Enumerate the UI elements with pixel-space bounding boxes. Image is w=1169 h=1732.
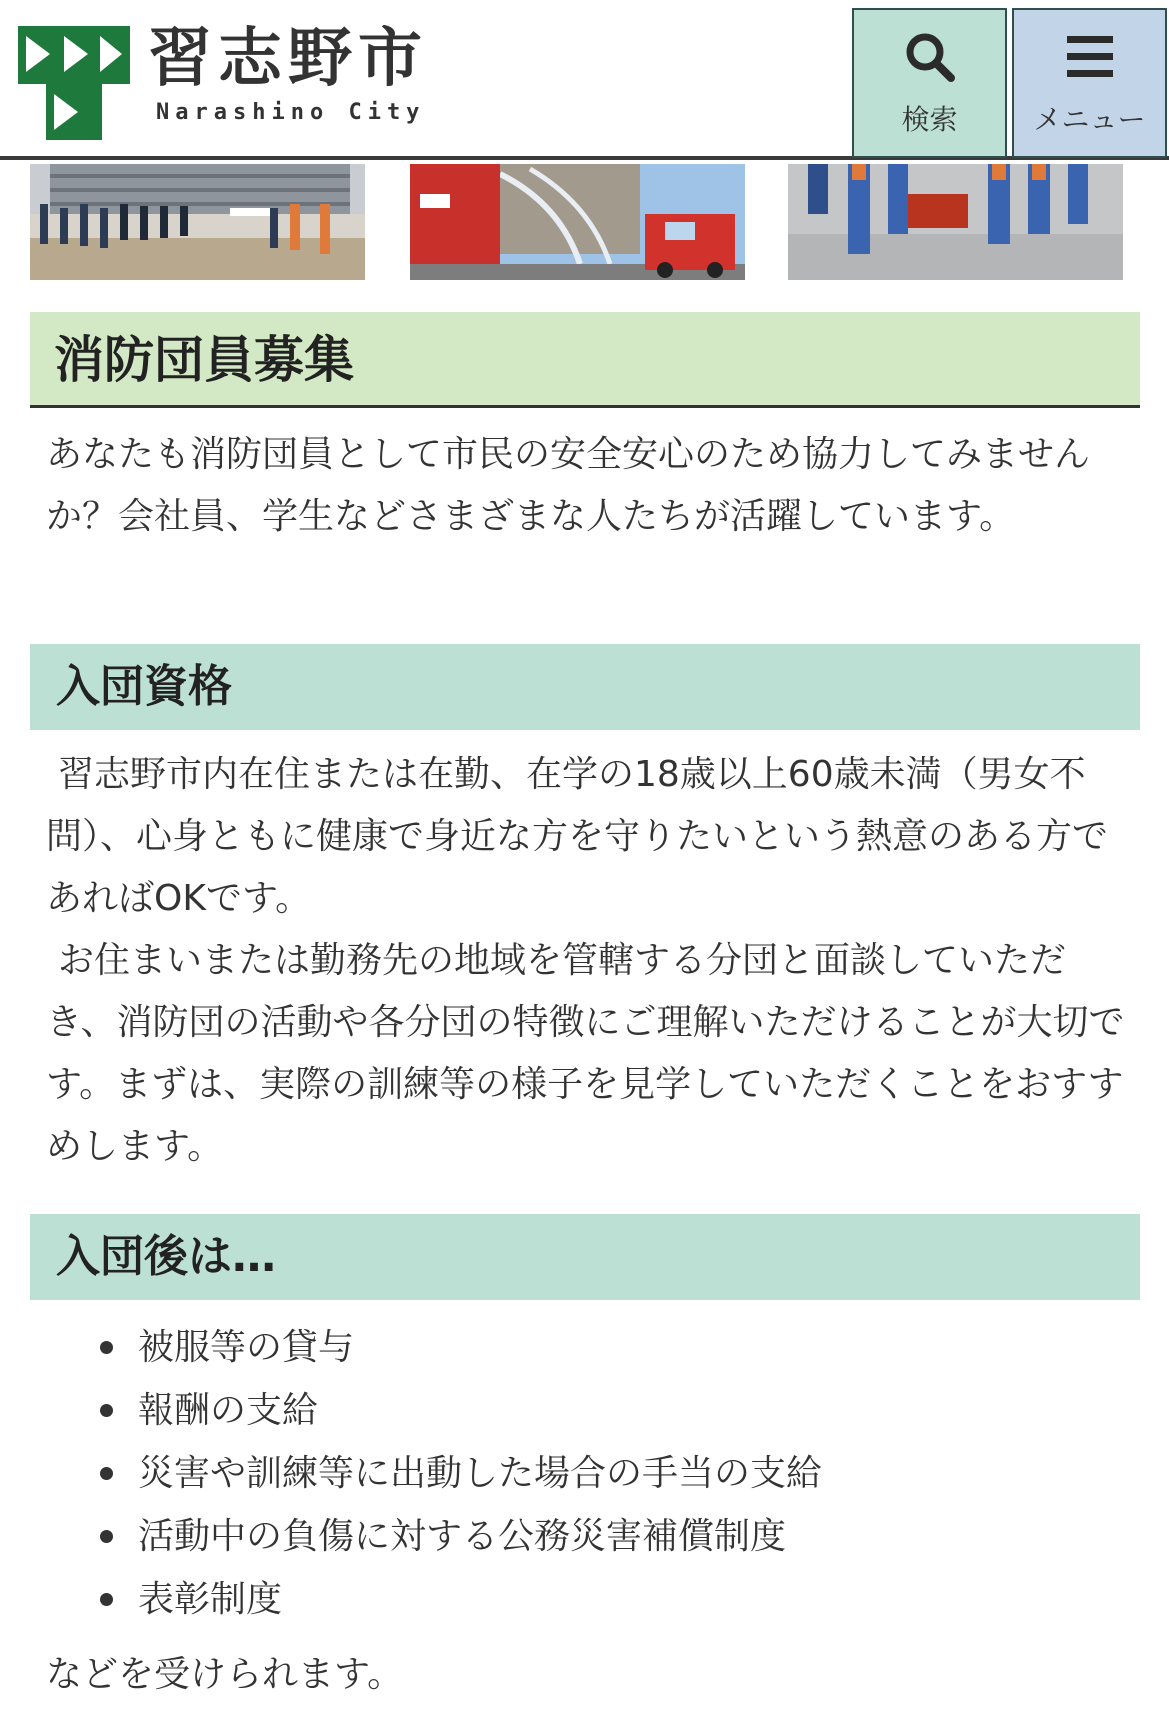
site-header <box>0 0 1169 160</box>
page-title-band <box>30 312 1140 408</box>
photo-fire-trucks <box>410 164 745 280</box>
photo-strip <box>30 164 1120 280</box>
benefits-closing: などを受けられます。 <box>46 1654 404 1695</box>
list-item: 活動中の負傷に対する公務災害補償制度 <box>96 1505 1116 1568</box>
site-name-en: Narashino City <box>156 100 426 125</box>
menu-label: メニュー <box>1033 103 1146 136</box>
eligibility-heading: 入団資格 <box>56 661 232 712</box>
list-item: 報酬の支給 <box>96 1379 1116 1442</box>
benefits-heading: 入団後は… <box>56 1231 276 1282</box>
list-item: 災害や訓練等に出動した場合の手当の支給 <box>96 1442 1116 1505</box>
search-label: 検索 <box>901 103 958 136</box>
photo-ceremony <box>30 164 365 280</box>
benefits-list <box>96 1316 1116 1631</box>
page-title: 消防団員募集 <box>54 331 354 389</box>
brand[interactable] <box>148 24 428 125</box>
site-name: 習志野市 <box>148 22 428 96</box>
intro-text: あなたも消防団員として市民の安全安心のため協力してみませんか？会社員、学生などさまざまな人たちが活躍しています。 <box>46 434 1091 537</box>
eligibility-heading-band <box>30 644 1140 730</box>
search-icon <box>901 28 959 86</box>
search-button[interactable] <box>852 8 1007 158</box>
hamburger-menu-icon <box>1061 28 1119 86</box>
list-item: 被服等の貸与 <box>96 1316 1116 1379</box>
photo-pump-drill <box>788 164 1123 280</box>
benefits-heading-band <box>30 1214 1140 1300</box>
eligibility-paragraph-1: 習志野市内在住または在勤、在学の18歳以上60歳未満（男女不問）、心身ともに健康で身近な方を守りたいという熱意のある方であればOKです。 <box>46 754 1109 919</box>
eligibility-paragraph-2: お住まいまたは勤務先の地域を管轄する分団と面談していただき、消防団の活動や各分団の特徴にご理解いただけることが大切です。まずは、実際の訓練等の様子を見学していただくことをおすすめします。 <box>46 940 1125 1167</box>
city-logo[interactable] <box>18 26 130 140</box>
menu-button[interactable] <box>1012 8 1167 158</box>
list-item: 表彰制度 <box>96 1568 1116 1631</box>
